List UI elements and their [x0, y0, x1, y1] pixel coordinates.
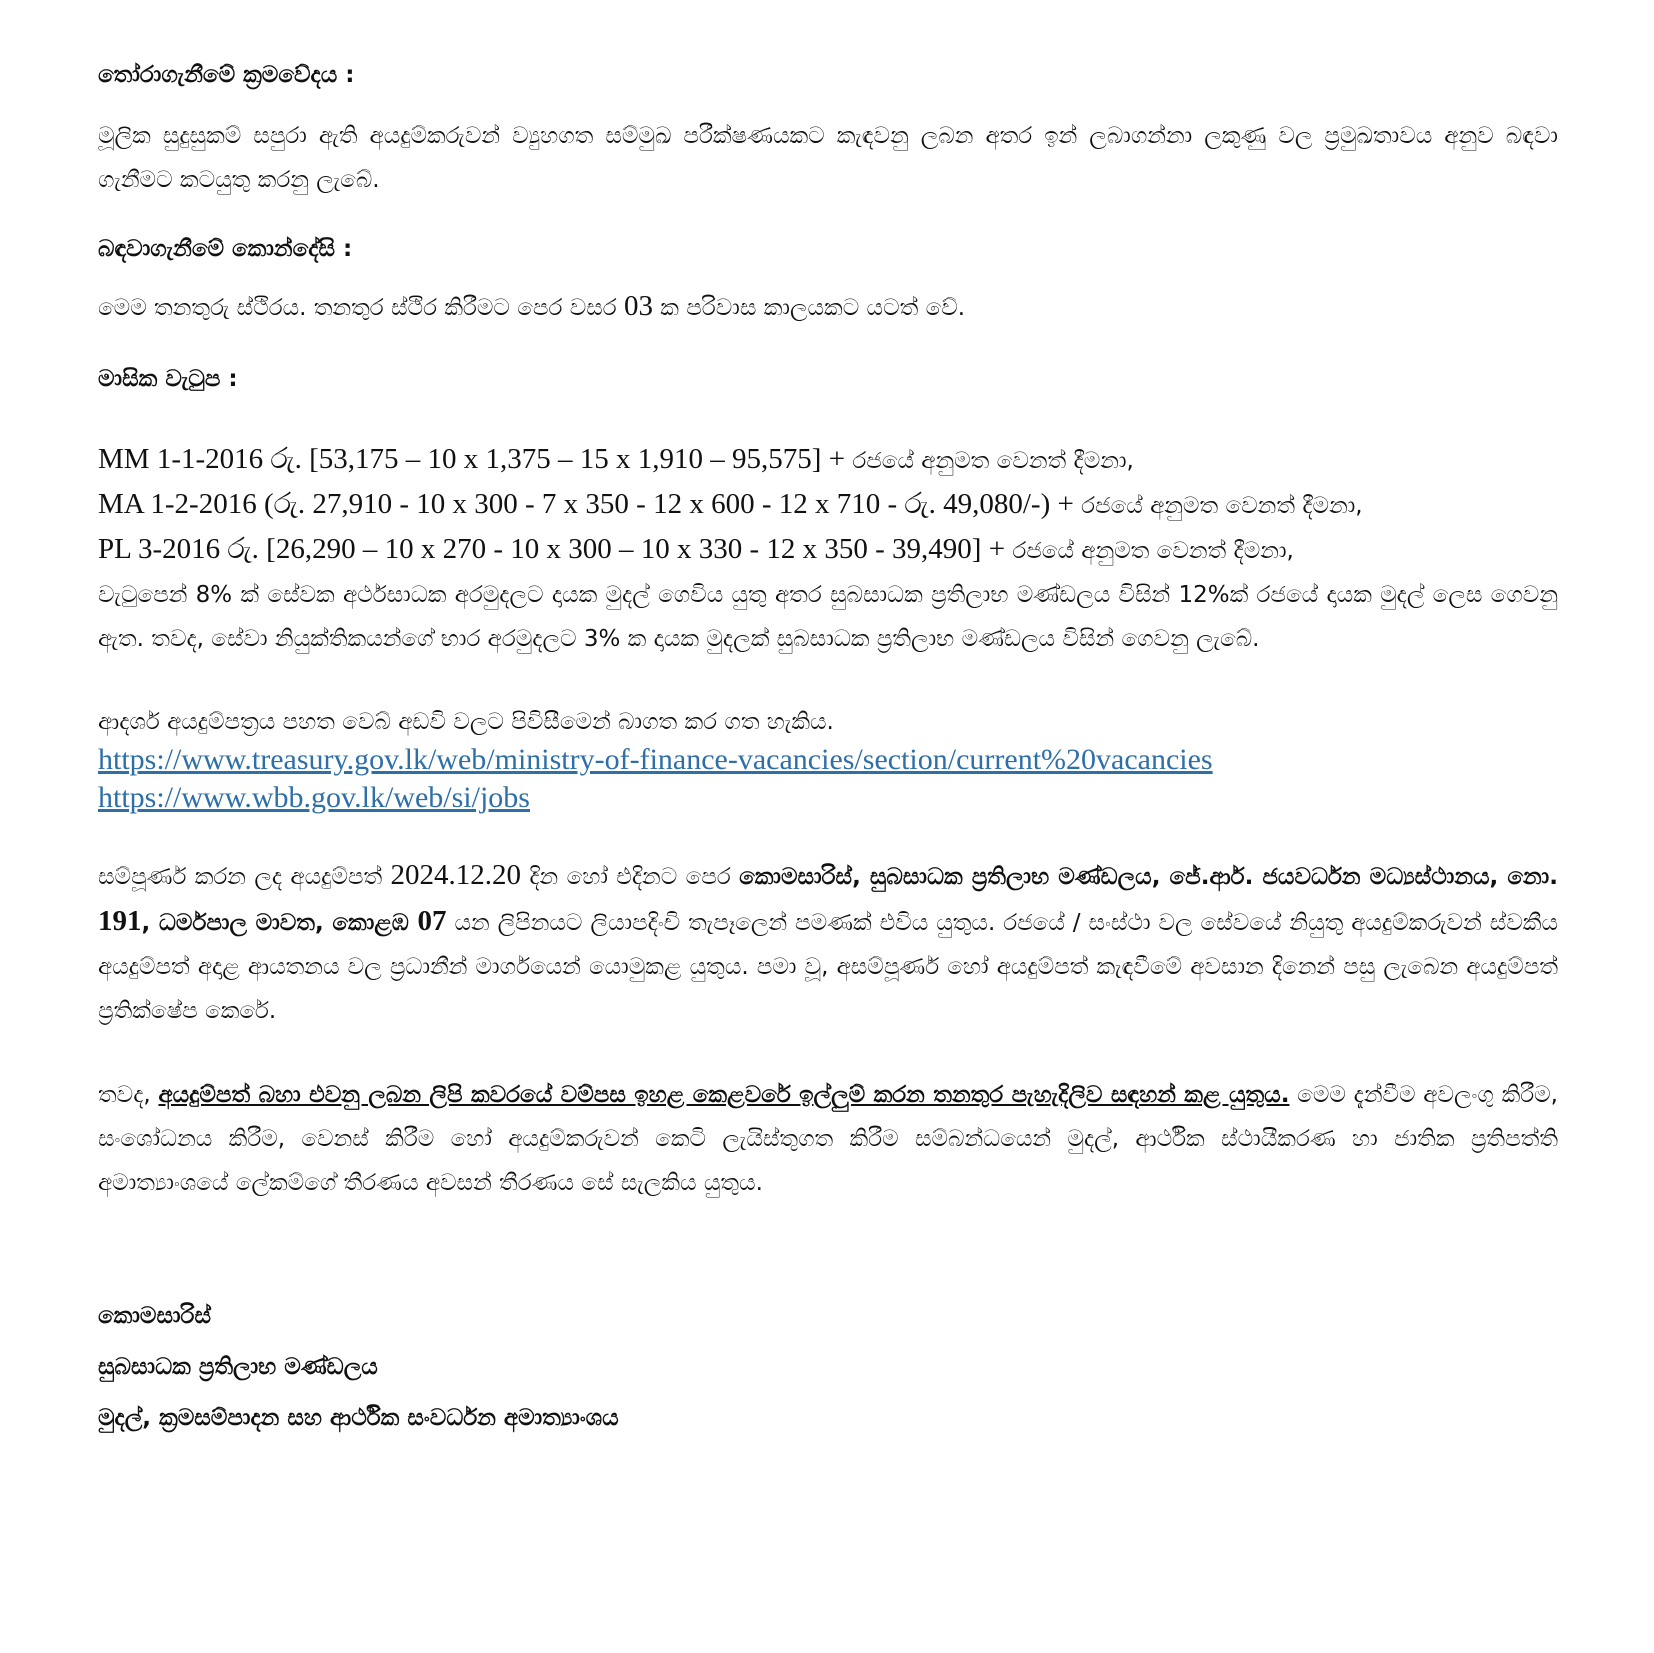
downloads-intro: ආදර්ශ අයදුම්පත්‍රය පහත වෙබ් අඩවි වලට පිවිසීමෙන් බාගත කර ගත හැකිය.: [98, 709, 834, 735]
conditions-body: [98, 284, 1558, 330]
submission-part2: දින හෝ එදිනට පෙර: [520, 864, 740, 890]
submission-part3: යන ලිපිනයට ලියාපදිංචි තැපෑලෙන් පමණක් එවිය යුතුය. රජයේ / සංස්ථා වල සේවයේ නියුතු අයදුම්කරුවන් ස්වකීය අයදුම්පත් අදාළ ආයතනය වල ප්‍රධානීන් මාර්ගයෙන් යොමුකළ යුතුය. පමා වූ, අසම්පූර්ණ හෝ අයදුම්පත් කැඳවීමේ අවසාන දිනෙන් පසු ලැබෙන අයදුම්පත් ප්‍රතික්ෂේප කෙරේ.: [98, 910, 1558, 1024]
notice-rest: මෙම දැන්වීම අවලංගු කිරීම, සංශෝධනය කිරීම, වෙනස් කිරීම හෝ අයදුම්කරුවන් කෙටි ලැයිස්තුගත කිරීම සම්බන්ධයෙන් මුදල්, ආර්ථික ස්ථායීකරණ හා ජාතික ප්‍රතිපත්ති අමාත්‍යාංශයේ ලේකම්ගේ තීරණය අවසන් තීරණය සේ සැලකිය යුතුය.: [98, 1082, 1558, 1196]
salary-heading: මාසික වැටුප :: [98, 366, 238, 392]
selection-body: මූලික සුදුසුකම් සපුරා ඇති අයදුම්කරුවන් ව්‍යුහගත සම්මුඛ පරීක්ෂණයකට කැඳවනු ලබන අතර ඉන් ලබාගන්නා ලකුණු වල ප්‍රමුඛතාවය අනුව බඳවා ගැනීමට කටයුතු කරනු ලැබේ.: [98, 123, 1558, 193]
notice-paragraph: [98, 1073, 1558, 1205]
salary-scales: [98, 438, 1558, 661]
signature-ministry: මුදල්, ක්‍රමසම්පාදන සහ ආර්ථික සංවර්ධන අමාත්‍යාංශය: [98, 1405, 619, 1431]
address-postal: 07: [417, 905, 447, 937]
conditions-heading: බඳවාගැනීමේ කොන්දේසි :: [98, 236, 353, 262]
address-b: , ධර්මපාල මාවත, කොළඹ: [141, 910, 418, 936]
notice-emphasis: අයදුම්පත් බහා එවනු ලබන ලිපි කවරයේ වම්පස ඉහළ කෙළවරේ ඉල්ලුම් කරන තනතුර පැහැදිලිව සඳහන් කළ යුතුය.: [158, 1082, 1290, 1108]
closing-date: 2024.12.20: [390, 859, 521, 891]
signature-block: [98, 1291, 1558, 1444]
salary-line-mm: [98, 438, 1558, 483]
submission-part1: සම්පූර්ණ කරන ලද අයදුම්පත්: [98, 864, 391, 890]
selection-heading: තෝරාගැනීමේ ක්‍රමවේදය :: [98, 62, 355, 88]
salary-line-ma: [98, 483, 1558, 528]
wbb-jobs-link[interactable]: https://www.wbb.gov.lk/web/si/jobs: [98, 781, 530, 814]
salary-line-pl-code: PL 3-2016 රු. [26,290 – 10 x 270 - 10 x 300 – 10 x 330 - 12 x 350 - 39,490] +: [98, 533, 1013, 565]
signature-title: කොමසාරිස්: [98, 1303, 211, 1329]
salary-line-mm-code: MM 1-1-2016 රු. [53,175 – 10 x 1,375 – 15 x 1,910 – 95,575] +: [98, 443, 853, 475]
notice-lead: තවද,: [98, 1082, 159, 1108]
probation-years: 03: [623, 290, 653, 322]
downloads-section: [98, 703, 1558, 817]
salary-line-pl: [98, 528, 1558, 573]
salary-line-mm-suffix: රජයේ අනුමත වෙනත් දීමනා,: [852, 448, 1134, 474]
document-page: [98, 60, 1558, 1444]
salary-line-ma-suffix: රජයේ අනුමත වෙනත් දීමනා,: [1081, 493, 1363, 519]
treasury-vacancies-link[interactable]: https://www.treasury.gov.lk/web/ministry-of-finance-vacancies/section/current%20vacancies: [98, 743, 1213, 776]
salary-contribution: වැටුපෙන් 8% ක් සේවක අර්ථසාධක අරමුදලට දායක මුදල් ගෙවිය යුතු අතර සුබසාධක ප්‍රතිලාභ මණ්ඩලය විසින් 12%ක් රජයේ දායක මුදල් ලෙස ගෙවනු ඇත. තවද, සේවා නියුක්තිකයන්ගේ භාර අරමුදලට 3% ක දායක මුදලක් සුබසාධක ප්‍රතිලාභ මණ්ඩලය විසින් ගෙවනු ලැබේ.: [98, 582, 1558, 652]
signature-board: සුබසාධක ප්‍රතිලාභ මණ්ඩලය: [98, 1354, 378, 1380]
address-number: 191: [98, 905, 142, 937]
salary-line-ma-code: MA 1-2-2016 (රු. 27,910 - 10 x 300 - 7 x 350 - 12 x 600 - 12 x 710 - රු. 49,080/-) +: [98, 488, 1082, 520]
submission-paragraph: [98, 853, 1558, 1033]
address-a: කොමසාරිස්, සුබසාධක ප්‍රතිලාභ මණ්ඩලය, ජේ.ආර්. ජයවර්ධන මධ්‍යස්ථානය, නො.: [739, 864, 1558, 890]
conditions-body-part1: මෙම තනතුරු ස්ථිරය. තනතුර ස්ථිර කිරීමට පෙර වසර: [98, 295, 624, 321]
conditions-body-part2: ක පරිවාස කාලයකට යටත් වේ.: [652, 295, 966, 321]
salary-line-pl-suffix: රජයේ අනුමත වෙනත් දීමනා,: [1012, 538, 1294, 564]
